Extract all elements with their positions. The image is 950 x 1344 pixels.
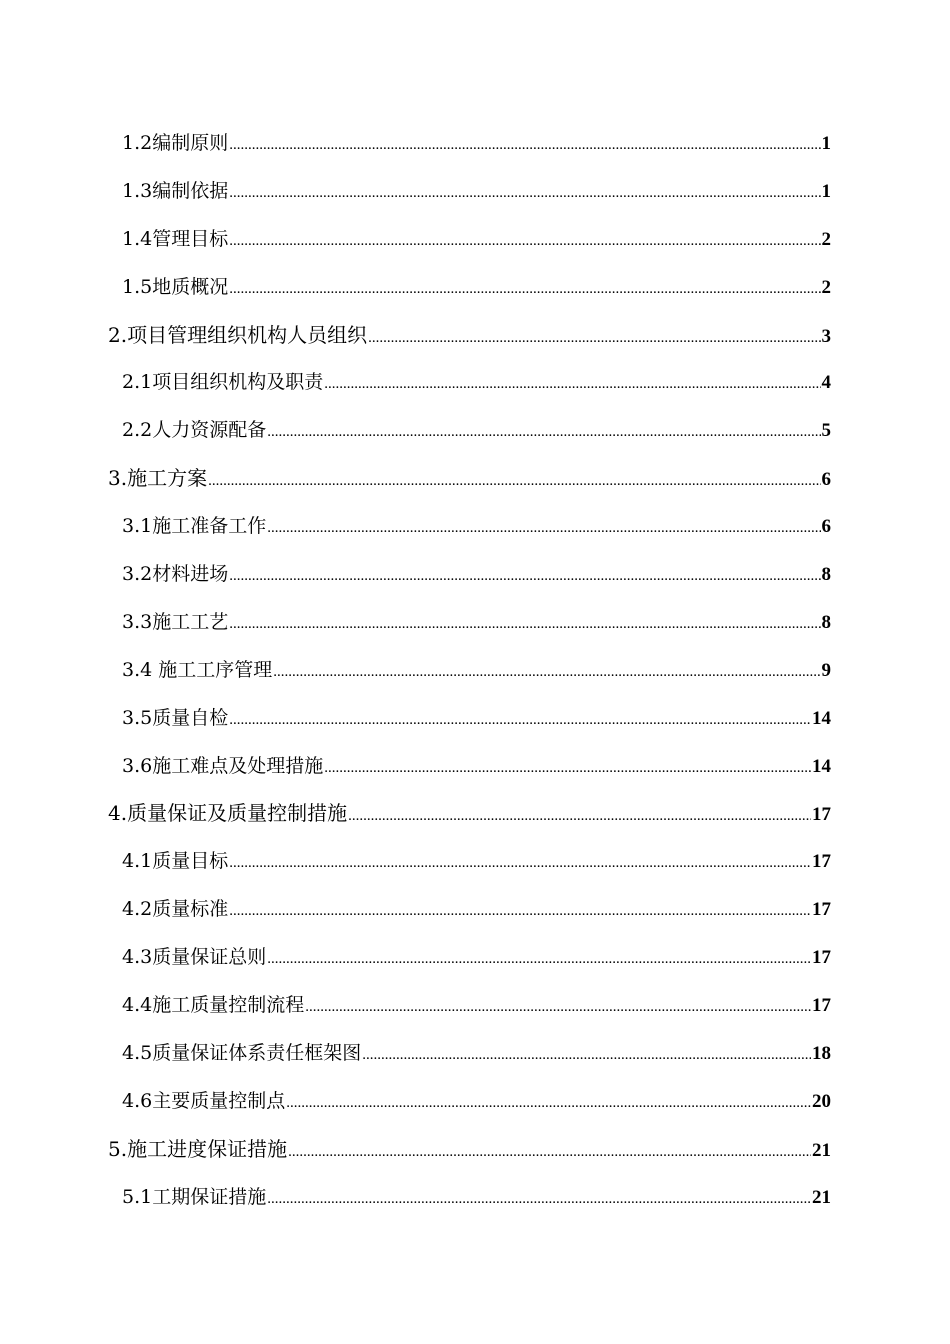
toc-entry-page-number: 2 <box>821 228 831 250</box>
toc-entry-page-number: 6 <box>821 516 831 538</box>
toc-entry-page-number: 9 <box>821 659 831 681</box>
toc-entry-page-number: 17 <box>812 995 831 1017</box>
toc-dot-leader <box>229 601 820 649</box>
toc-dot-leader <box>229 697 811 745</box>
table-of-contents <box>0 120 950 1221</box>
toc-entry-title: 2.项目管理组织机构人员组织 <box>108 322 368 347</box>
toc-entry-page-number: 4 <box>821 372 831 394</box>
toc-dot-leader <box>229 888 811 936</box>
toc-entry-page-number: 3 <box>821 325 831 347</box>
toc-entry-section[interactable] <box>0 934 950 982</box>
toc-entry-title: 2.2人力资源配备 <box>122 419 267 442</box>
toc-entry-title: 3.施工方案 <box>108 466 208 491</box>
toc-entry-section[interactable] <box>0 216 950 264</box>
toc-dot-leader <box>305 984 811 1032</box>
toc-entry-chapter[interactable] <box>0 790 950 838</box>
toc-entry-page-number: 6 <box>821 469 831 491</box>
toc-dot-leader <box>286 1080 811 1128</box>
toc-dot-leader <box>229 122 820 170</box>
toc-entry-title: 3.6施工难点及处理措施 <box>122 754 324 777</box>
toc-entry-page-number: 1 <box>821 133 831 154</box>
toc-entry-section[interactable] <box>0 264 950 312</box>
toc-entry-chapter[interactable] <box>0 1126 950 1174</box>
toc-entry-title: 1.4管理目标 <box>122 227 229 250</box>
toc-entry-page-number: 14 <box>812 707 831 729</box>
toc-entry-title: 3.2材料进场 <box>122 563 229 586</box>
toc-entry-title: 4.2质量标准 <box>122 898 229 921</box>
toc-entry-section[interactable] <box>0 1174 950 1222</box>
toc-entry-page-number: 17 <box>812 851 831 873</box>
toc-entry-section[interactable] <box>0 886 950 934</box>
toc-entry-section[interactable] <box>0 359 950 407</box>
toc-entry-title: 2.1项目组织机构及职责 <box>122 371 324 394</box>
toc-dot-leader <box>267 1176 811 1224</box>
toc-entry-title: 4.质量保证及质量控制措施 <box>108 801 348 826</box>
toc-dot-leader <box>229 170 820 218</box>
toc-entry-chapter[interactable] <box>0 312 950 360</box>
toc-dot-leader <box>208 458 820 506</box>
toc-entry-section[interactable] <box>0 695 950 743</box>
toc-dot-leader <box>324 361 820 409</box>
toc-entry-section[interactable] <box>0 1078 950 1126</box>
toc-entry-title: 5.施工进度保证措施 <box>108 1136 288 1161</box>
toc-entry-title: 1.5地质概况 <box>122 275 229 298</box>
toc-entry-title: 4.1质量目标 <box>122 850 229 873</box>
toc-dot-leader <box>229 218 820 266</box>
toc-entry-page-number: 21 <box>812 1186 831 1208</box>
toc-entry-chapter[interactable] <box>0 455 950 503</box>
toc-dot-leader <box>348 793 811 841</box>
toc-entry-section[interactable] <box>0 1030 950 1078</box>
toc-entry-section[interactable] <box>0 647 950 695</box>
toc-entry-page-number: 8 <box>821 611 831 633</box>
toc-entry-page-number: 5 <box>821 420 831 442</box>
toc-entry-title: 3.4 施工工序管理 <box>122 658 273 681</box>
toc-entry-title: 4.3质量保证总则 <box>122 946 267 969</box>
toc-entry-title: 5.1工期保证措施 <box>122 1185 267 1208</box>
toc-dot-leader <box>324 745 811 793</box>
toc-entry-page-number: 17 <box>812 899 831 921</box>
toc-entry-section[interactable] <box>0 743 950 791</box>
toc-entry-section[interactable] <box>0 838 950 886</box>
toc-entry-section[interactable] <box>0 551 950 599</box>
toc-dot-leader <box>362 1032 811 1080</box>
toc-dot-leader <box>267 409 820 457</box>
toc-entry-title: 4.6主要质量控制点 <box>122 1089 286 1112</box>
toc-entry-title: 4.5质量保证体系责任框架图 <box>122 1041 362 1064</box>
toc-entry-section[interactable] <box>0 982 950 1030</box>
toc-dot-leader <box>229 553 820 601</box>
toc-entry-page-number: 18 <box>812 1042 831 1064</box>
toc-entry-section[interactable] <box>0 168 950 216</box>
toc-entry-section[interactable] <box>0 599 950 647</box>
toc-dot-leader <box>273 649 820 697</box>
toc-entry-title: 4.4施工质量控制流程 <box>122 994 305 1017</box>
toc-entry-section[interactable] <box>0 120 950 168</box>
toc-dot-leader <box>368 315 820 363</box>
toc-entry-page-number: 17 <box>812 947 831 969</box>
toc-dot-leader <box>288 1129 811 1177</box>
toc-dot-leader <box>229 840 811 888</box>
toc-entry-page-number: 14 <box>812 755 831 777</box>
toc-entry-page-number: 17 <box>812 804 831 826</box>
toc-entry-title: 3.1施工准备工作 <box>122 515 267 538</box>
toc-entry-title: 3.3施工工艺 <box>122 610 229 633</box>
toc-entry-title: 3.5质量自检 <box>122 706 229 729</box>
toc-dot-leader <box>267 505 820 553</box>
toc-entry-section[interactable] <box>0 503 950 551</box>
toc-entry-page-number: 2 <box>821 276 831 298</box>
toc-dot-leader <box>267 936 811 984</box>
toc-entry-page-number: 20 <box>812 1090 831 1112</box>
toc-entry-section[interactable] <box>0 407 950 455</box>
toc-entry-page-number: 8 <box>821 564 831 586</box>
toc-dot-leader <box>229 266 820 314</box>
toc-entry-page-number: 1 <box>821 180 831 202</box>
toc-entry-title: 1.3编制依据 <box>122 179 229 202</box>
toc-entry-title: 1.2编制原则 <box>122 132 229 154</box>
toc-entry-page-number: 21 <box>812 1139 831 1161</box>
